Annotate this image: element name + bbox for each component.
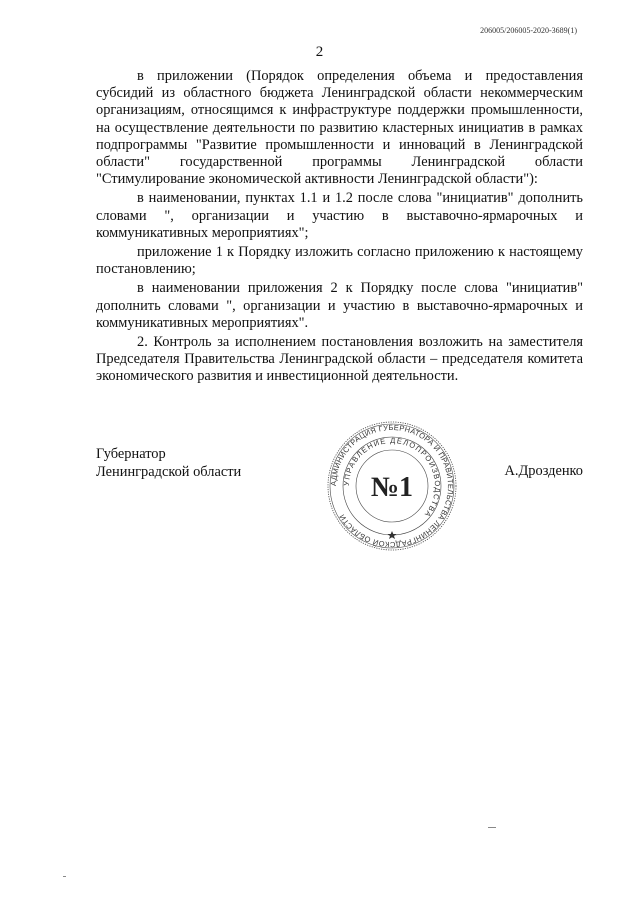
seal-center-number: №1 xyxy=(370,472,414,503)
page-number: 2 xyxy=(315,44,324,60)
scan-artifact xyxy=(488,827,496,828)
paragraph-5: 2. Контроль за исполнением постановления возложить на заместителя Председателя Правительства Ленинградской области – председателя комитета экономического развития и инвестиционной деятельности. xyxy=(96,334,583,385)
signatory-name: А.Дрозденко xyxy=(504,463,583,479)
document-body xyxy=(96,68,583,388)
seal-outer-text: АДМИНИСТРАЦИЯ ГУБЕРНАТОРА И ПРАВИТЕЛЬСТВА ЛЕНИНГРАДСКОЙ ОБЛАСТИ xyxy=(328,422,456,550)
paragraph-1: в приложении (Порядок определения объема и предоставления субсидий из областного бюджета Ленинградской области некоммерческим организациям, относящимся к инфраструктуре поддержки промышленности, на осуществление деятельности по развитию кластерных инициатив в рамках подпрограммы "Развитие промышленности и инноваций в Ленинградской области" государственной программы Ленинградской области "Стимулирование экономической активности Ленинградской области"): xyxy=(96,68,583,188)
signatory-title-line1: Губернатор xyxy=(96,446,166,462)
seal-inner-text: УПРАВЛЕНИЕ ДЕЛОПРОИЗВОДСТВА xyxy=(341,435,443,520)
signatory-title xyxy=(96,446,241,481)
paragraph-3: приложение 1 к Порядку изложить согласно приложению к настоящему постановлению; xyxy=(96,244,583,278)
official-seal xyxy=(326,420,458,552)
paragraph-2: в наименовании, пунктах 1.1 и 1.2 после слова "инициатив" дополнить словами ", организации и участию в выставочно-ярмарочных и коммуникативных мероприятиях"; xyxy=(96,190,583,241)
paragraph-4: в наименовании приложения 2 к Порядку после слова "инициатив" дополнить словами ", организации и участию в выставочно-ярмарочных и коммуникативных мероприятиях". xyxy=(96,280,583,331)
signatory-title-line2: Ленинградской области xyxy=(96,463,242,480)
star-icon xyxy=(388,531,397,539)
scan-artifact xyxy=(63,876,66,877)
document-id: 206005/206005-2020-3689(1) xyxy=(480,26,577,35)
